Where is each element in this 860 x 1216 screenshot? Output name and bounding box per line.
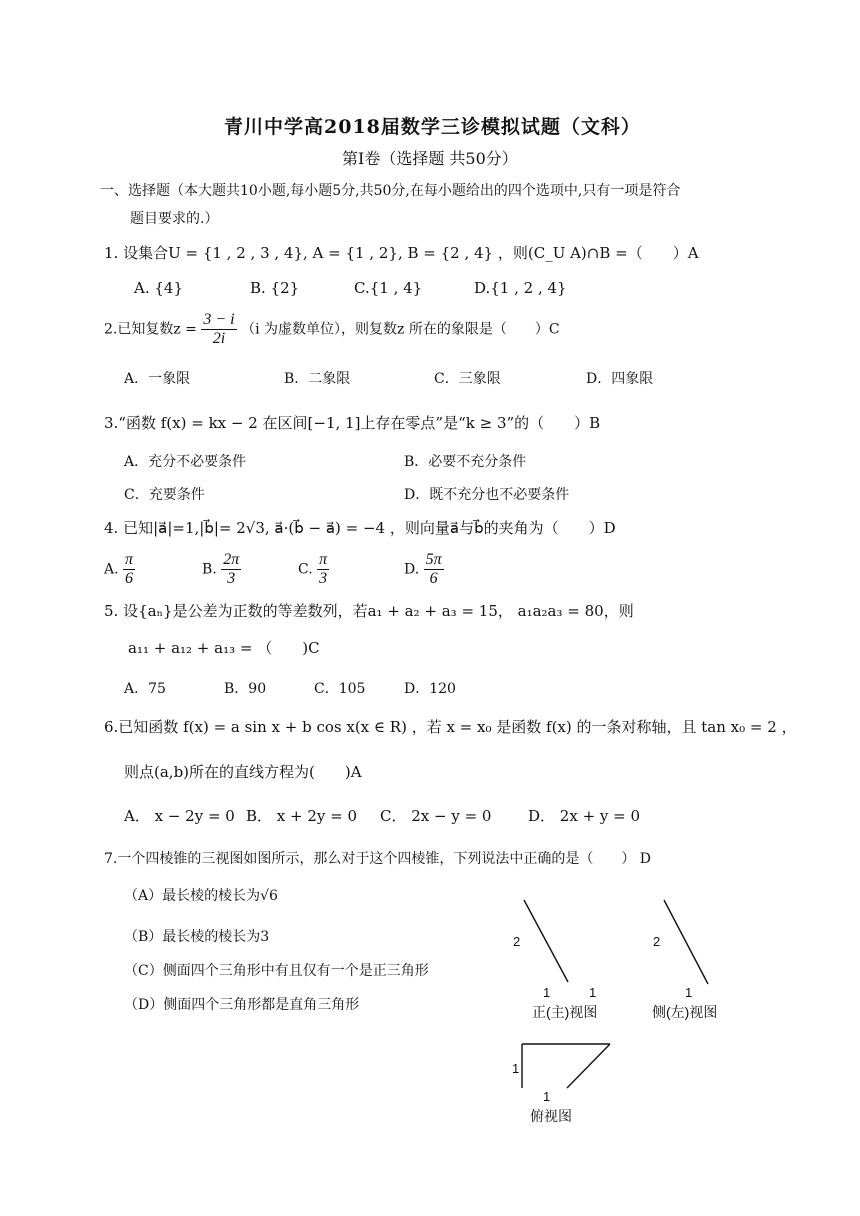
q4-option-d-den: 6 <box>429 570 438 587</box>
q7-option-a: （A）最长棱的棱长为√6 <box>124 888 278 904</box>
question-6-line1: 6.已知函数 f(x) = a sin x + b cos x(x ∈ R) ，若 x = x₀ 是函数 f(x) 的一条对称轴，且 tan x₀ = 2 ， <box>104 718 797 736</box>
q3-option-b: B．必要不充分条件 <box>404 454 527 470</box>
q4-option-a-den: 6 <box>125 570 134 587</box>
top-view-base-label: 1 <box>543 1089 551 1104</box>
section-instructions-line2: 题目要求的.） <box>130 211 219 227</box>
q7-option-d: （D）侧面四个三角形都是直角三角形 <box>124 997 360 1013</box>
q6-option-d: D． 2x + y = 0 <box>528 807 641 825</box>
question-4: 4. 已知|a⃗|=1,|b⃗|= 2√3, a⃗·(b⃗ − a⃗) = −4 ，则向量a⃗与b⃗的夹角为（ ）D <box>104 519 616 537</box>
q1-option-c: C.{1 , 4} <box>354 279 423 297</box>
front-view-height-label: 2 <box>513 934 521 949</box>
q1-option-a: A. {4} <box>134 279 183 297</box>
q6-option-a: A． x − 2y = 0 <box>124 807 235 825</box>
q2-suffix: （i 为虚数单位），则复数z 所在的象限是（ ）C <box>241 321 560 338</box>
question-3: 3.“函数 f(x) = kx − 2 在区间[−1, 1]上存在零点”是“k ≥ 3”的（ ）B <box>104 414 601 432</box>
q7-option-b: （B）最长棱的棱长为3 <box>124 929 270 945</box>
side-view-edge <box>664 900 708 984</box>
q3-option-d: D．既不充分也不必要条件 <box>404 487 570 503</box>
q5-option-d: D．120 <box>404 681 456 697</box>
q4-option-b-letter: B. <box>202 561 217 578</box>
top-view-diagonal-edge <box>567 1044 610 1088</box>
q1-option-d: D.{1 , 2 , 4} <box>474 279 567 297</box>
q2-fraction-denominator: 2i <box>212 330 226 347</box>
front-view-base-label-1: 1 <box>543 985 551 1000</box>
side-view-base-label: 1 <box>685 985 693 1000</box>
question-1: 1. 设集合U = {1 , 2 , 3 , 4}, A = {1 , 2}, B = {2 , 4} ，则(C_U A)∩B =（ ）A <box>104 244 699 262</box>
question-5-line2: a₁₁ + a₁₂ + a₁₃ = （ )C <box>128 639 320 657</box>
q3-option-a: A．充分不必要条件 <box>124 454 247 470</box>
q1-option-b: B. {2} <box>250 279 300 297</box>
question-7: 7.一个四棱锥的三视图如图所示，那么对于这个四棱锥，下列说法中正确的是（ ） D <box>104 851 652 867</box>
top-view-caption: 俯视图 <box>530 1108 572 1124</box>
q2-fraction-numerator: 3 − i <box>203 311 235 328</box>
question-5-line1: 5. 设{aₙ}是公差为正数的等差数列，若a₁ + a₂ + a₃ = 15， a₁a₂a₃ = 80，则 <box>104 602 634 620</box>
front-view-caption: 正(主)视图 <box>532 1004 598 1020</box>
q4-option-c-letter: C. <box>298 561 313 578</box>
q4-option-b-den: 3 <box>227 570 236 587</box>
q4-option-c-num: π <box>319 551 328 568</box>
q5-option-c: C．105 <box>314 681 366 697</box>
q5-option-a: A．75 <box>124 681 166 697</box>
q4-option-c-den: 3 <box>319 570 328 587</box>
q7-option-c: （C）侧面四个三角形中有且仅有一个是正三角形 <box>124 963 429 979</box>
page-title: 青川中学高2018届数学三诊模拟试题（文科） <box>224 116 641 138</box>
q5-option-b: B．90 <box>224 681 267 697</box>
q2-option-d: D．四象限 <box>586 371 654 387</box>
front-view-edge <box>524 900 568 982</box>
q3-option-c: C．充要条件 <box>124 487 205 503</box>
front-view-base-label-2: 1 <box>589 985 597 1000</box>
side-view-caption: 侧(左)视图 <box>652 1004 718 1020</box>
q4-option-d-num: 5π <box>425 551 442 568</box>
q6-option-b: B． x + 2y = 0 <box>246 807 358 825</box>
q4-option-a-num: π <box>125 551 134 568</box>
section-subtitle: 第Ⅰ卷（选择题 共50分） <box>342 149 518 168</box>
q2-option-b: B．二象限 <box>284 371 351 387</box>
section-instructions-line1: 一、选择题（本大题共10小题,每小题5分,共50分,在每小题给出的四个选项中,只有一项是符合 <box>100 183 681 199</box>
q4-option-a-letter: A. <box>104 561 119 578</box>
q2-prefix: 2.已知复数z = <box>104 321 197 338</box>
question-6-line2: 则点(a,b)所在的直线方程为( )A <box>124 763 362 781</box>
q6-option-c: C． 2x − y = 0 <box>380 807 492 825</box>
top-view-height-label: 1 <box>512 1061 520 1076</box>
q2-option-a: A．一象限 <box>124 371 191 387</box>
q4-option-d-letter: D. <box>404 561 420 578</box>
q2-option-c: C．三象限 <box>434 371 501 387</box>
side-view-height-label: 2 <box>653 934 661 949</box>
q4-option-b-num: 2π <box>223 551 240 568</box>
